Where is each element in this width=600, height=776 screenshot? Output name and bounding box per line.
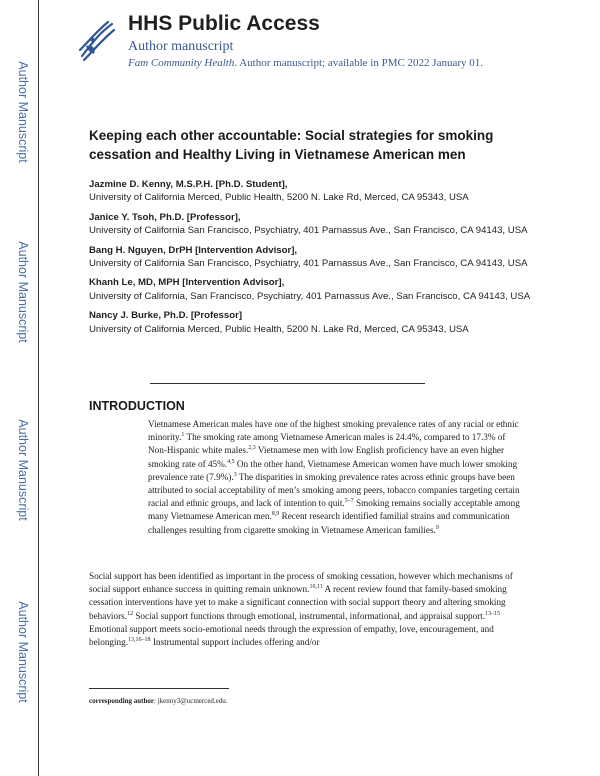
author-name: Jazmine D. Kenny, M.S.P.H. [Ph.D. Student], <box>89 179 288 190</box>
paper-title <box>89 126 539 164</box>
citation-ref: 5–7 <box>344 498 354 505</box>
sentence: Social support functions through emotional, instrumental, informational, and appraisal support. <box>133 610 486 621</box>
header-subtitle: Author manuscript <box>128 39 234 54</box>
author-affiliation: University of California Merced, Public Health, 5200 N. Lake Rd, Merced, CA 95343, USA <box>89 192 469 204</box>
citation-ref: 1 <box>181 432 185 439</box>
sentence: The smoking rate among Vietnamese American males is 24.4%, compared to 17.3% of Non-Hispanic white males. <box>148 432 506 456</box>
sentence: Smoking remains socially acceptable among many Vietnamese American men. <box>148 498 520 522</box>
footnote-email[interactable]: : jkenny3@ucmerced.edu. <box>154 697 228 705</box>
author-affiliation: University of California San Francisco, Psychiatry, 401 Parnassus Ave., San Francisco, CA 94143, USA <box>89 225 528 237</box>
author-manuscript-margin <box>0 0 40 776</box>
citation-ref: 3 <box>233 471 237 478</box>
side-label: Author Manuscript <box>16 61 30 163</box>
sentence: Recent research identified familial strains and communication challenges resulting from cigarette smoking in Vietnamese American families. <box>148 511 510 535</box>
author-name: Janice Y. Tsoh, Ph.D. [Professor], <box>89 211 241 223</box>
author-entry <box>89 211 549 238</box>
side-label: Author Manuscript <box>16 241 30 343</box>
citation-ref: 13–15 <box>485 610 501 617</box>
hhs-eagle-logo-icon <box>76 16 116 64</box>
paper-title-line: cessation and Healthy Living in Vietnamese American men <box>89 147 466 162</box>
side-label: Author Manuscript <box>16 419 30 521</box>
author-list <box>89 178 549 342</box>
header-citation <box>128 57 483 69</box>
author-entry <box>89 244 549 271</box>
author-name: Khanh Le, MD, MPH [Intervention Advisor], <box>89 277 285 289</box>
author-name: Nancy J. Burke, Ph.D. [Professor] <box>89 310 243 322</box>
sentence: Vietnamese men with low English proficiency have an even higher smoking rate of 45%. <box>148 445 505 469</box>
section-heading: INTRODUCTION <box>89 399 185 413</box>
sentence: On the other hand, Vietnamese American women have much lower smoking prevalence rate (7.9%). <box>148 458 518 482</box>
citation-ref: 12 <box>127 610 134 617</box>
body-paragraph <box>89 570 520 649</box>
author-affiliation: University of California San Francisco, Psychiatry, 401 Parnassus Ave., San Francisco, CA 94143, USA <box>89 258 528 270</box>
citation-ref: 10,11 <box>309 584 323 591</box>
sentence: A recent review found that family-based smoking cessation interventions have yet to make a significant connection with social support theory and altering smoking behaviors. <box>89 584 507 621</box>
author-affiliation: University of California Merced, Public Health, 5200 N. Lake Rd, Merced, CA 95343, USA <box>89 323 469 335</box>
footnote <box>89 697 228 705</box>
author-entry <box>89 309 549 336</box>
sentence: Instrumental support includes offering and/or <box>150 637 320 648</box>
author-name: Bang H. Nguyen, DrPH [Intervention Advisor], <box>89 244 298 256</box>
margin-rule <box>38 0 39 776</box>
author-entry <box>89 276 549 303</box>
paper-title-line: Keeping each other accountable: Social strategies for smoking <box>89 128 494 143</box>
side-label: Author Manuscript <box>16 601 30 703</box>
citation-text: . Author manuscript; available in PMC 2022 January 01. <box>234 57 484 69</box>
citation-ref: 8,9 <box>271 511 280 518</box>
citation-ref: 9 <box>435 524 439 531</box>
sentence: The disparities in smoking prevalence rates across ethnic groups have been attributed to social acceptability of men’s smoking among peers, tobacco companies targeting certain racial and ethnic groups, and lack of intention to quit. <box>148 471 520 509</box>
header-title: HHS Public Access <box>128 12 320 35</box>
body-paragraph <box>148 418 520 537</box>
journal-name: Fam Community Health <box>128 57 235 69</box>
sentence: Vietnamese American males have one of the highest smoking prevalence rates of any racial or ethnic minority. <box>148 419 519 443</box>
footnote-rule <box>89 688 229 689</box>
sentence: Social support has been identified as important in the process of smoking cessation, however which mechanisms of social support enhance success in quitting remain unknown. <box>89 571 513 595</box>
section-divider <box>150 383 425 384</box>
sentence: Emotional support meets socio-emotional needs through the expression of empathy, love, encouragement, and belonging. <box>89 623 494 648</box>
author-entry <box>89 178 549 205</box>
citation-ref: 13,16–18 <box>128 636 151 643</box>
author-affiliation: University of California, San Francisco, Psychiatry, 401 Parnassus Ave., San Francisco, CA 94143, USA <box>89 290 531 302</box>
citation-ref: 4,5 <box>227 458 235 465</box>
footnote-label: corresponding author <box>89 697 155 705</box>
citation-ref: 2,3 <box>248 445 256 452</box>
